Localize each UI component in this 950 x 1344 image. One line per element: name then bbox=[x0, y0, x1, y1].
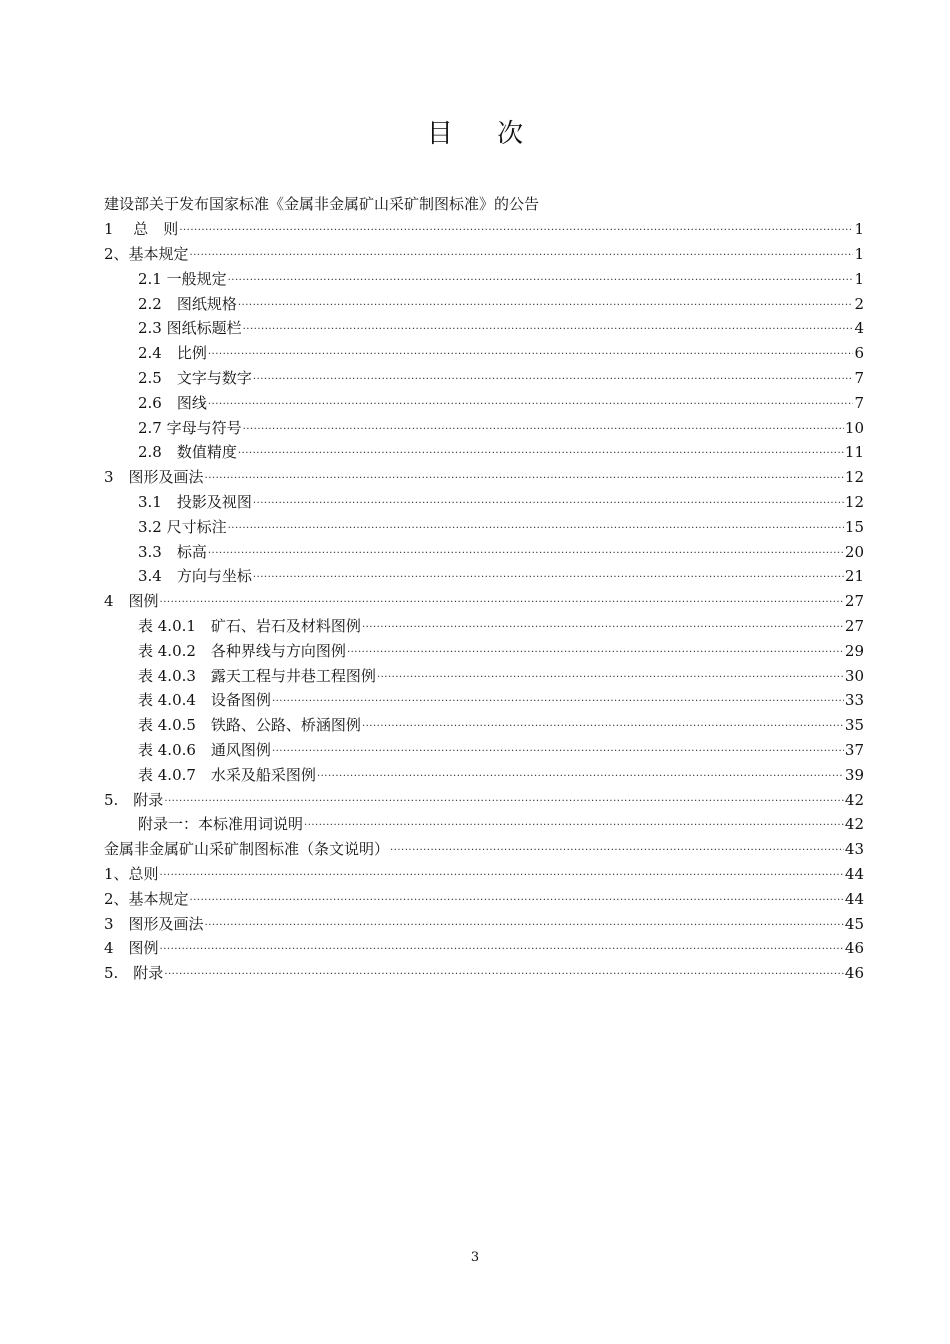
toc-entry-page: 1 bbox=[854, 269, 864, 288]
toc-leader-dots bbox=[228, 269, 854, 289]
toc-entry[interactable] bbox=[104, 415, 864, 440]
toc-entry-label: 5. 附录 bbox=[104, 790, 164, 809]
toc-leader-dots bbox=[390, 839, 844, 859]
toc-entry-label: 2.2 图纸规格 bbox=[138, 294, 237, 313]
toc-leader-dots bbox=[208, 542, 844, 562]
toc-leader-dots bbox=[190, 244, 854, 264]
toc-entry[interactable] bbox=[104, 787, 864, 812]
toc-entry-label: 建设部关于发布国家标准《金属非金属矿山采矿制图标准》的公告 bbox=[104, 195, 540, 214]
toc-leader-dots bbox=[164, 790, 844, 810]
toc-entry-page: 44 bbox=[844, 864, 864, 883]
toc-entry-page: 39 bbox=[844, 765, 864, 784]
toc-entry-label: 3 图形及画法 bbox=[104, 468, 204, 487]
toc-entry-page: 1 bbox=[854, 220, 864, 239]
toc-entry-label: 2.8 数值精度 bbox=[138, 443, 237, 462]
toc-leader-dots bbox=[205, 467, 844, 487]
page-number: 3 bbox=[470, 1250, 480, 1265]
toc-entry[interactable] bbox=[104, 762, 864, 787]
toc-entry[interactable] bbox=[104, 688, 864, 713]
page-title: 目 次 bbox=[426, 119, 542, 149]
toc-entry-label: 3.2 尺寸标注 bbox=[138, 517, 227, 536]
toc-entry[interactable] bbox=[104, 514, 864, 539]
toc-entry-page: 35 bbox=[844, 716, 864, 735]
toc-entry[interactable] bbox=[104, 490, 864, 515]
toc-entry-page: 43 bbox=[844, 840, 864, 859]
toc-leader-dots bbox=[377, 666, 844, 686]
toc-entry[interactable] bbox=[104, 713, 864, 738]
toc-leader-dots bbox=[362, 616, 844, 636]
toc-entry-page: 27 bbox=[844, 616, 864, 635]
toc-entry-label: 2.4 比例 bbox=[138, 344, 207, 363]
toc-entry[interactable] bbox=[104, 366, 864, 391]
toc-entry-label: 表 4.0.1 矿石、岩石及材料图例 bbox=[138, 616, 361, 635]
toc-entry-label: 附录一：本标准用词说明 bbox=[138, 815, 304, 834]
toc-entry-label: 1、总则 bbox=[104, 864, 159, 883]
toc-entry-label: 2.7 字母与符号 bbox=[138, 418, 242, 437]
toc-entry[interactable] bbox=[104, 886, 864, 911]
toc-leader-dots bbox=[253, 492, 844, 512]
toc-entry-label: 表 4.0.6 通风图例 bbox=[138, 740, 271, 759]
toc-entry-label: 表 4.0.5 铁路、公路、桥涵图例 bbox=[138, 716, 361, 735]
toc-leader-dots bbox=[179, 219, 853, 239]
toc-entry-page: 1 bbox=[854, 244, 864, 263]
toc-entry-page: 4 bbox=[854, 319, 864, 338]
toc-entry[interactable] bbox=[104, 390, 864, 415]
toc-entry[interactable] bbox=[104, 812, 864, 837]
toc-leader-dots bbox=[205, 914, 844, 934]
toc-entry[interactable] bbox=[104, 589, 864, 614]
toc-entry-label: 2.6 图线 bbox=[138, 393, 207, 412]
toc-entry[interactable] bbox=[104, 564, 864, 589]
toc-entry[interactable] bbox=[104, 341, 864, 366]
toc-leader-dots bbox=[160, 591, 844, 611]
toc-entry-page: 27 bbox=[844, 592, 864, 611]
toc-entry-page: 42 bbox=[844, 790, 864, 809]
toc-leader-dots bbox=[317, 765, 844, 785]
toc-entry[interactable] bbox=[104, 936, 864, 961]
toc-entry-page: 44 bbox=[844, 889, 864, 908]
toc-leader-dots bbox=[347, 641, 844, 661]
toc-entry[interactable] bbox=[104, 291, 864, 316]
toc-leader-dots bbox=[164, 963, 844, 983]
toc-entry-page: 6 bbox=[854, 344, 864, 363]
toc-entry-label: 2.3 图纸标题栏 bbox=[138, 319, 242, 338]
toc-leader-dots bbox=[243, 418, 844, 438]
toc-entry-page: 46 bbox=[844, 964, 864, 983]
toc-leader-dots bbox=[253, 368, 854, 388]
toc-entry-page: 2 bbox=[854, 294, 864, 313]
toc-leader-dots bbox=[362, 715, 844, 735]
toc-entry-page: 7 bbox=[854, 393, 864, 412]
toc-entry-label: 表 4.0.7 水采及船采图例 bbox=[138, 765, 316, 784]
toc-entry-page: 7 bbox=[854, 368, 864, 387]
toc-entry-page: 10 bbox=[844, 418, 864, 437]
toc-entry-page: 37 bbox=[844, 740, 864, 759]
toc-entry[interactable] bbox=[104, 242, 864, 267]
toc-leader-dots bbox=[243, 318, 854, 338]
toc-entry-label: 2、基本规定 bbox=[104, 889, 189, 908]
toc-entry-label: 2.5 文字与数字 bbox=[138, 368, 252, 387]
toc-entry-label: 表 4.0.3 露天工程与井巷工程图例 bbox=[138, 666, 376, 685]
toc-entry[interactable] bbox=[104, 465, 864, 490]
toc-entry-label: 4 图例 bbox=[104, 592, 159, 611]
toc-leader-dots bbox=[228, 517, 844, 537]
toc-entry-label: 2、基本规定 bbox=[104, 244, 189, 263]
toc-entry-page: 33 bbox=[844, 691, 864, 710]
toc-entry-label: 2.1 一般规定 bbox=[138, 269, 227, 288]
toc-entry[interactable] bbox=[104, 961, 864, 986]
toc-entry-page: 20 bbox=[844, 542, 864, 561]
toc-leader-dots bbox=[160, 864, 844, 884]
toc-leader-dots bbox=[272, 690, 844, 710]
toc-entry-label: 3 图形及画法 bbox=[104, 914, 204, 933]
toc-entry-page: 11 bbox=[844, 443, 864, 462]
toc-entry-label: 3.3 标高 bbox=[138, 542, 207, 561]
toc-entry[interactable] bbox=[104, 911, 864, 936]
toc-entry-label: 4 图例 bbox=[104, 939, 159, 958]
toc-entry[interactable] bbox=[104, 217, 864, 242]
toc-entry[interactable] bbox=[104, 539, 864, 564]
toc-entry[interactable] bbox=[104, 738, 864, 763]
toc-entry[interactable] bbox=[104, 614, 864, 639]
toc-entry-label: 金属非金属矿山采矿制图标准（条文说明） bbox=[104, 840, 390, 859]
toc-entry-label: 5. 附录 bbox=[104, 964, 164, 983]
toc-leader-dots bbox=[208, 393, 854, 413]
toc-entry-page: 45 bbox=[844, 914, 864, 933]
toc-entry[interactable] bbox=[104, 316, 864, 341]
toc-entry[interactable] bbox=[104, 638, 864, 663]
toc-entry-label: 3.1 投影及视图 bbox=[138, 492, 252, 511]
table-of-contents bbox=[104, 192, 864, 986]
toc-entry-page: 12 bbox=[844, 492, 864, 511]
toc-entry[interactable] bbox=[104, 663, 864, 688]
toc-entry-page: 42 bbox=[844, 815, 864, 834]
toc-entry-page: 30 bbox=[844, 666, 864, 685]
toc-entry-label: 表 4.0.4 设备图例 bbox=[138, 691, 271, 710]
toc-entry[interactable] bbox=[104, 837, 864, 862]
toc-leader-dots bbox=[190, 889, 844, 909]
toc-entry-label: 3.4 方向与坐标 bbox=[138, 567, 252, 586]
toc-entry-page: 12 bbox=[844, 468, 864, 487]
toc-leader-dots bbox=[304, 814, 844, 834]
toc-entry[interactable] bbox=[104, 266, 864, 291]
toc-leader-dots bbox=[208, 343, 854, 363]
toc-entry-page: 21 bbox=[844, 567, 864, 586]
toc-leader-dots bbox=[238, 442, 844, 462]
toc-entry-label: 表 4.0.2 各种界线与方向图例 bbox=[138, 641, 346, 660]
toc-entry[interactable] bbox=[104, 440, 864, 465]
toc-entry[interactable] bbox=[104, 192, 864, 217]
toc-leader-dots bbox=[253, 566, 844, 586]
toc-entry-label: 1 总 则 bbox=[104, 220, 179, 239]
toc-entry[interactable] bbox=[104, 862, 864, 887]
toc-entry-page: 46 bbox=[844, 939, 864, 958]
toc-leader-dots bbox=[160, 938, 844, 958]
toc-entry-page: 29 bbox=[844, 641, 864, 660]
toc-entry-page: 15 bbox=[844, 517, 864, 536]
toc-leader-dots bbox=[238, 294, 854, 314]
toc-leader-dots bbox=[272, 740, 844, 760]
